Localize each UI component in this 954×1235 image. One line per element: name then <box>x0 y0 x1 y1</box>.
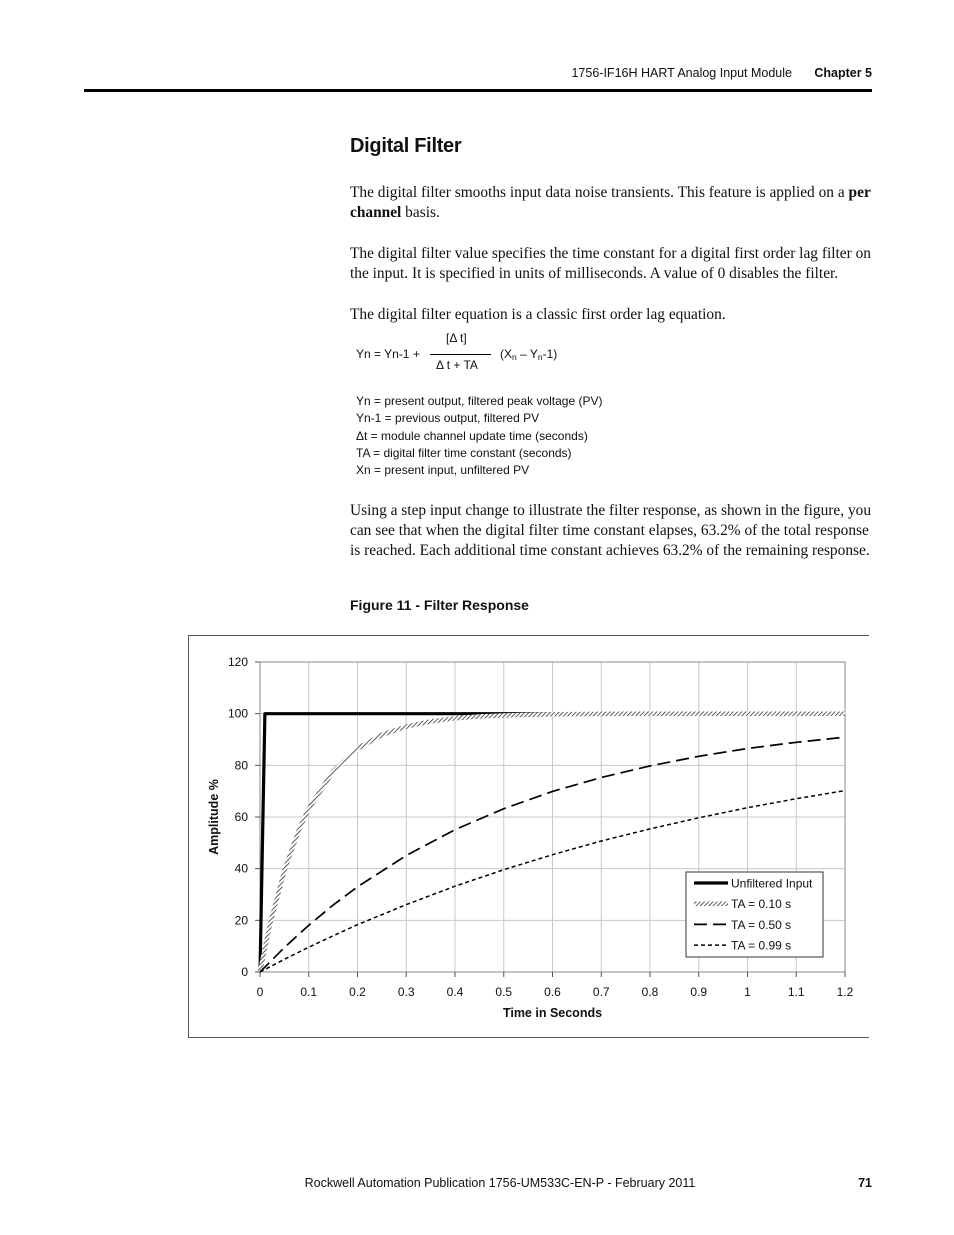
equation-lhs: Yn = Yn-1 + <box>356 347 420 361</box>
x-tick-label: 0.8 <box>641 985 659 999</box>
x-tick-label: 1.2 <box>836 985 854 999</box>
y-tick-label: 100 <box>227 706 248 721</box>
x-tick-label: 1.1 <box>787 985 805 999</box>
x-tick-label: 0.1 <box>300 985 318 999</box>
paragraph-1-text-b: basis. <box>405 204 440 221</box>
header-chapter: Chapter 5 <box>814 66 872 80</box>
definitions-list <box>356 393 602 479</box>
equation-fraction-bar <box>430 354 491 355</box>
definition-item: TA = digital filter time constant (seconds) <box>356 445 572 460</box>
y-axis-title: Amplitude % <box>207 779 221 855</box>
header-rule <box>84 89 872 92</box>
paragraph-1-bold: per channel <box>350 184 871 221</box>
y-tick-label: 60 <box>234 810 248 824</box>
equation-rhs-sub-2: n <box>537 352 543 362</box>
legend-label: TA = 0.99 s <box>731 938 792 953</box>
paragraph-1 <box>350 183 878 223</box>
equation-rhs-close: -1) <box>542 347 558 361</box>
x-tick-label: 0.4 <box>446 985 464 999</box>
paragraph-3: The digital filter equation is a classic first order lag equation. <box>350 306 726 323</box>
page-number: 71 <box>858 1176 872 1190</box>
paragraph-4: Using a step input change to illustrate the filter response, as shown in the figure, you can see that when the digital filter time constant elapses, 63.2% of the total response is reached. Each additional time constant achieves 63.2% of the remaining response. <box>350 502 872 559</box>
chart-frame <box>188 635 869 1038</box>
legend <box>686 872 823 957</box>
y-tick-label: 0 <box>241 965 248 979</box>
x-tick-label: 0.6 <box>544 985 561 999</box>
y-tick-label: 80 <box>234 758 248 773</box>
definition-item: Yn = present output, filtered peak voltage (PV) <box>356 394 603 408</box>
definition-item: Yn-1 = previous output, filtered PV <box>356 411 540 426</box>
equation-rhs-sub-1: n <box>512 352 517 362</box>
x-axis-title: Time in Seconds <box>502 1006 603 1020</box>
header-title: 1756-IF16H HART Analog Input Module <box>571 66 792 80</box>
legend-label: Unfiltered Input <box>731 876 813 891</box>
y-tick-label: 20 <box>234 913 248 928</box>
legend-label: TA = 0.10 s <box>731 897 792 912</box>
equation-numerator: [Δ t] <box>446 331 467 345</box>
paragraph-2: The digital filter value specifies the time constant for a digital first order lag filter on the input. It is specified in units of milliseconds. A value of 0 disables the filter. <box>350 245 871 282</box>
y-tick-label: 40 <box>234 861 248 876</box>
y-tick-label: 120 <box>227 655 248 669</box>
x-tick-label: 1 <box>744 985 751 999</box>
equation-rhs-mid: – Y <box>516 347 538 361</box>
legend-label: TA = 0.50 s <box>731 917 792 932</box>
equation-denominator: Δ t + TA <box>436 358 478 372</box>
x-tick-label: 0.7 <box>592 985 610 999</box>
x-tick-label: 0.3 <box>397 985 415 999</box>
axes <box>207 655 854 1020</box>
equation-rhs-open: (X <box>500 347 512 361</box>
definition-item: Δt = module channel update time (seconds) <box>356 428 588 443</box>
equation-rhs <box>500 347 557 362</box>
x-tick-label: 0.9 <box>690 985 708 999</box>
definition-item: Xn = present input, unfiltered PV <box>356 463 530 478</box>
x-tick-label: 0.2 <box>349 985 366 999</box>
footer-publication: Rockwell Automation Publication 1756-UM533C-EN-P - February 2011 <box>304 1176 696 1190</box>
section-title: Digital Filter <box>350 135 462 157</box>
figure-caption: Figure 11 - Filter Response <box>350 597 529 613</box>
paragraph-1-text-a: The digital filter smooths input data noise transients. This feature is applied on a <box>350 184 845 201</box>
x-tick-label: 0 <box>256 985 264 999</box>
filter-response-chart <box>189 636 870 1039</box>
x-tick-label: 0.5 <box>495 985 513 999</box>
